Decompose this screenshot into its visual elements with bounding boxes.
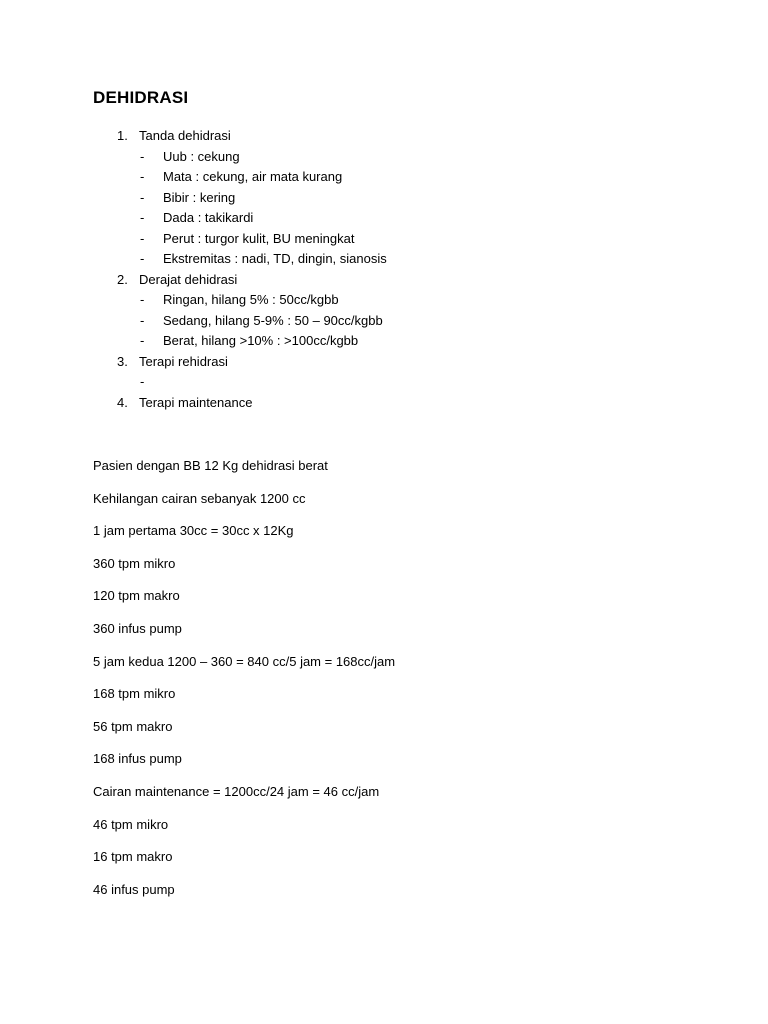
list-number: 1. xyxy=(117,128,128,143)
sub-list-item xyxy=(0,208,768,229)
calculation-block xyxy=(93,456,395,912)
dash-bullet: - xyxy=(140,230,145,246)
dash-bullet: - xyxy=(140,189,145,205)
dash-bullet: - xyxy=(140,251,145,266)
sub-list-item xyxy=(0,331,768,352)
calculation-line: 168 infus pump xyxy=(93,751,182,767)
list-label: Tanda dehidrasi xyxy=(139,128,231,143)
sub-list-text: Uub : cekung xyxy=(163,148,240,164)
calculation-line: 16 tpm makro xyxy=(93,849,173,865)
list-item xyxy=(0,352,768,373)
sub-list-item xyxy=(0,311,768,332)
list-label: Terapi maintenance xyxy=(139,394,253,410)
list-number: 2. xyxy=(117,271,128,287)
sub-list-text: Ringan, hilang 5% : 50cc/kgbb xyxy=(163,292,339,307)
sub-list-item xyxy=(0,188,768,209)
dash-bullet: - xyxy=(140,148,145,164)
numbered-list xyxy=(0,126,768,413)
sub-list-item xyxy=(0,147,768,168)
calculation-line: 46 infus pump xyxy=(93,881,175,897)
sub-list-text: Ekstremitas : nadi, TD, dingin, sianosis xyxy=(163,251,387,266)
dash-bullet: - xyxy=(140,374,145,389)
list-label: Derajat dehidrasi xyxy=(139,271,238,287)
calculation-line: 120 tpm makro xyxy=(93,588,180,604)
sub-list-text: Berat, hilang >10% : >100cc/kgbb xyxy=(163,333,359,348)
calculation-line: 5 jam kedua 1200 – 360 = 840 cc/5 jam = 168cc/jam xyxy=(93,653,396,669)
dash-bullet: - xyxy=(140,292,145,307)
list-label: Terapi rehidrasi xyxy=(139,353,228,369)
dash-bullet: - xyxy=(140,312,145,328)
sub-list-item xyxy=(0,229,768,250)
calculation-line: 56 tpm makro xyxy=(93,718,173,734)
calculation-line: Pasien dengan BB 12 Kg dehidrasi berat xyxy=(93,458,328,473)
list-item xyxy=(0,126,768,147)
sub-list-text: Dada : takikardi xyxy=(163,210,254,225)
calculation-line: 46 tpm mikro xyxy=(93,816,169,832)
sub-list-item xyxy=(0,167,768,188)
sub-list-text: Perut : turgor kulit, BU meningkat xyxy=(163,230,355,246)
sub-list-text: Mata : cekung, air mata kurang xyxy=(163,169,343,184)
calculation-line: Cairan maintenance = 1200cc/24 jam = 46 cc/jam xyxy=(93,783,380,799)
sub-list-text: Sedang, hilang 5-9% : 50 – 90cc/kgbb xyxy=(163,312,383,328)
sub-list-item xyxy=(0,249,768,270)
calculation-line: 360 infus pump xyxy=(93,620,182,636)
calculation-line: 360 tpm mikro xyxy=(93,555,176,571)
sub-list-item xyxy=(0,290,768,311)
list-item xyxy=(0,270,768,291)
calculation-line: Kehilangan cairan sebanyak 1200 cc xyxy=(93,490,306,506)
list-number: 4. xyxy=(117,394,128,410)
calculation-line: 168 tpm mikro xyxy=(93,686,176,702)
sub-list-text: Bibir : kering xyxy=(163,189,236,205)
list-number: 3. xyxy=(117,353,128,369)
dash-bullet: - xyxy=(140,169,145,184)
dash-bullet: - xyxy=(140,333,145,348)
page-title: DEHIDRASI xyxy=(93,88,189,107)
list-item xyxy=(0,393,768,414)
dash-bullet: - xyxy=(140,210,145,225)
sub-list-item xyxy=(0,372,768,393)
calculation-line: 1 jam pertama 30cc = 30cc x 12Kg xyxy=(93,523,294,539)
